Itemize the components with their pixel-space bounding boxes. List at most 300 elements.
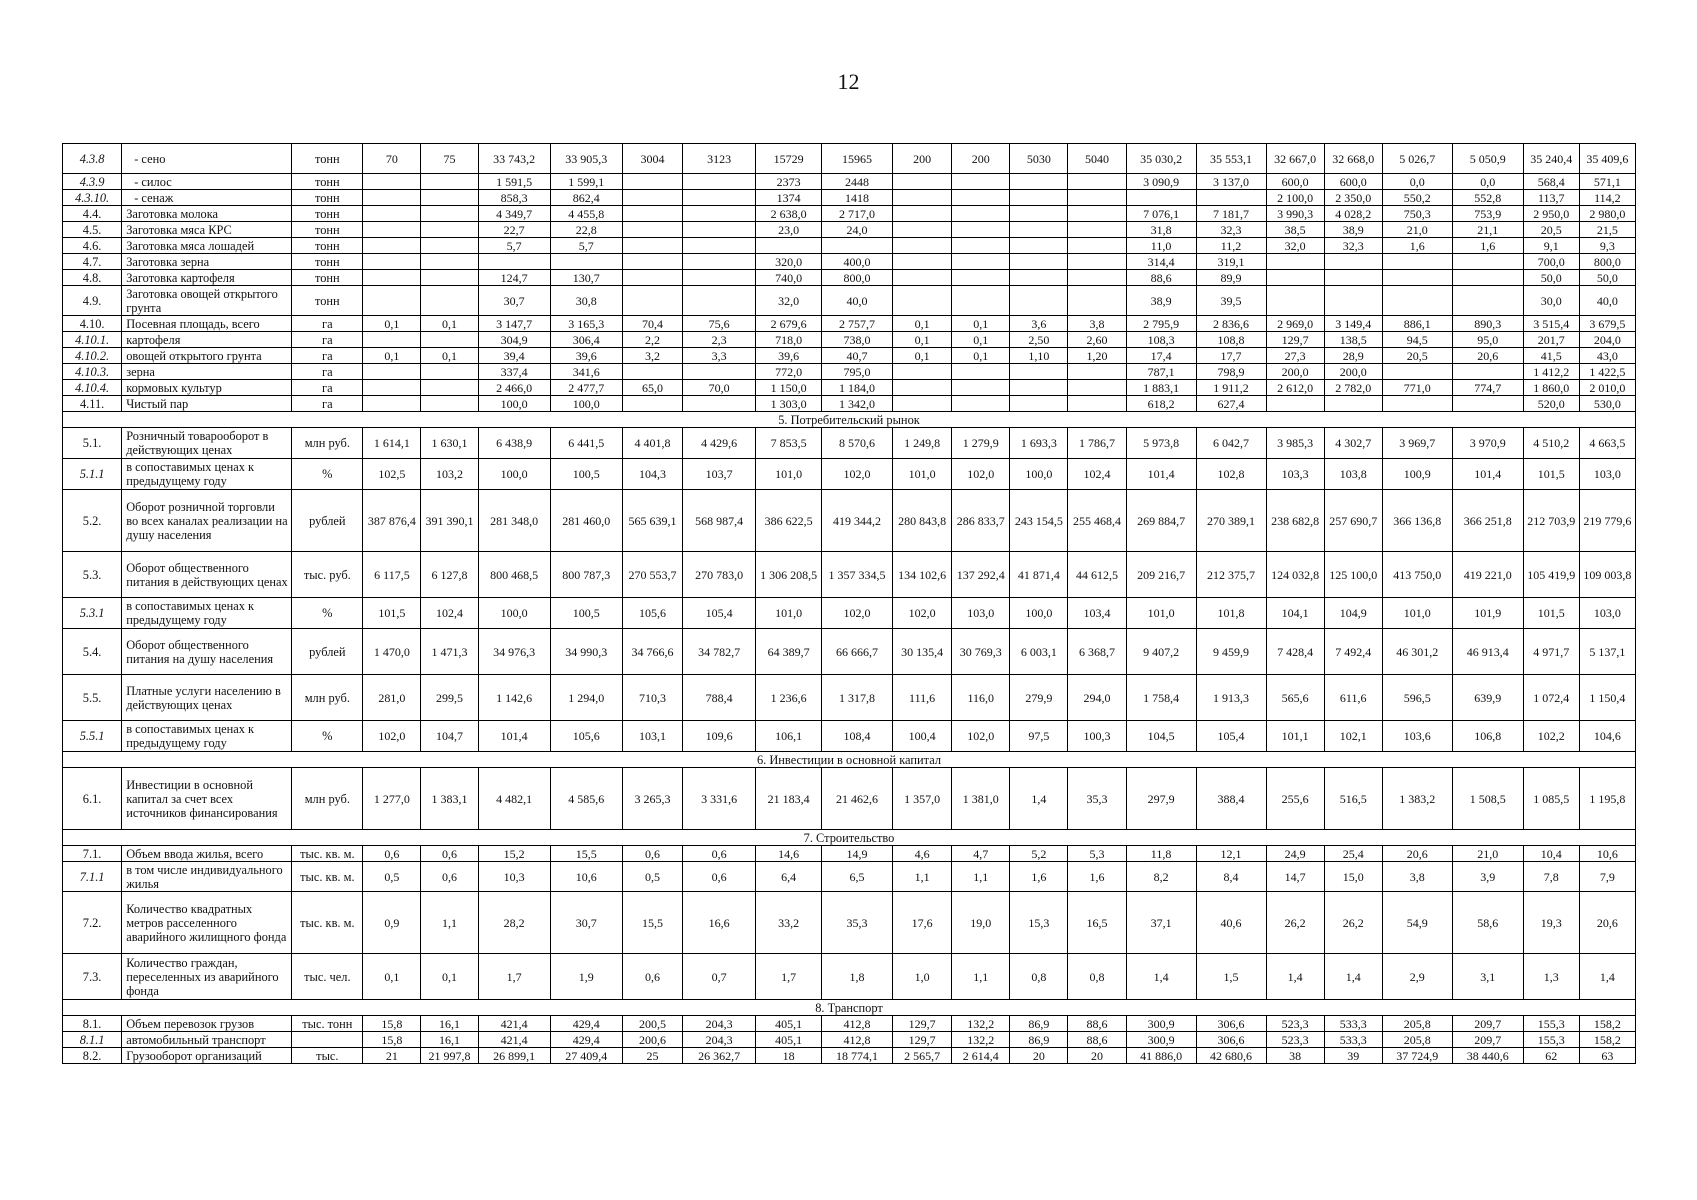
value-cell: 30,0 xyxy=(1523,286,1579,316)
value-cell: 50,0 xyxy=(1523,270,1579,286)
value-cell: 17,7 xyxy=(1196,348,1266,364)
table-row xyxy=(63,490,1636,552)
value-cell: 858,3 xyxy=(478,190,550,206)
unit-cell xyxy=(292,1032,363,1048)
value-cell: 105 419,9 xyxy=(1523,552,1579,598)
value-cell xyxy=(1010,238,1068,254)
value-cell: 101,0 xyxy=(1382,598,1452,629)
value-cell: 10,6 xyxy=(1579,846,1635,862)
table-row xyxy=(63,428,1636,459)
value-cell: 552,8 xyxy=(1452,190,1523,206)
value-cell: 1 508,5 xyxy=(1452,768,1523,830)
unit-cell: га xyxy=(292,396,363,412)
value-cell: 2 969,0 xyxy=(1266,316,1324,332)
table-row xyxy=(63,206,1636,222)
value-cell: 800 787,3 xyxy=(550,552,622,598)
value-cell: 1,10 xyxy=(1010,348,1068,364)
indicator-name: в сопоставимых ценах к предыдущему году xyxy=(122,721,292,752)
unit-cell: % xyxy=(292,459,363,490)
value-cell xyxy=(421,270,478,286)
value-cell: 4 482,1 xyxy=(478,768,550,830)
value-cell: 2 950,0 xyxy=(1523,206,1579,222)
unit-cell: тонн xyxy=(292,270,363,286)
value-cell xyxy=(683,190,756,206)
row-code: 5.1. xyxy=(63,428,122,459)
section-header-row xyxy=(63,412,1636,428)
value-cell: 281 348,0 xyxy=(478,490,550,552)
value-cell: 33 743,2 xyxy=(478,144,550,174)
value-cell xyxy=(1324,286,1382,316)
value-cell: 19,3 xyxy=(1523,892,1579,954)
value-cell xyxy=(363,332,421,348)
value-cell: 34 990,3 xyxy=(550,629,622,675)
value-cell: 795,0 xyxy=(821,364,892,380)
value-cell: 0,1 xyxy=(952,332,1010,348)
value-cell xyxy=(1266,254,1324,270)
indicator-name: Оборот общественного питания на душу населения xyxy=(122,629,292,675)
value-cell xyxy=(893,206,952,222)
value-cell xyxy=(1010,254,1068,270)
value-cell: 212 703,9 xyxy=(1523,490,1579,552)
value-cell xyxy=(421,254,478,270)
value-cell: 2,50 xyxy=(1010,332,1068,348)
value-cell: 3,8 xyxy=(1382,862,1452,892)
value-cell: 100,9 xyxy=(1382,459,1452,490)
table-row xyxy=(63,332,1636,348)
value-cell: 16,1 xyxy=(421,1032,478,1048)
value-cell: 2448 xyxy=(821,174,892,190)
indicator-name: Заготовка картофеля xyxy=(122,270,292,286)
value-cell: 800,0 xyxy=(1579,254,1635,270)
value-cell: 3 990,3 xyxy=(1266,206,1324,222)
value-cell: 3004 xyxy=(622,144,682,174)
row-code: 4.10. xyxy=(63,316,122,332)
unit-cell: млн руб. xyxy=(292,675,363,721)
value-cell: 0,0 xyxy=(1452,174,1523,190)
value-cell: 70,4 xyxy=(622,316,682,332)
value-cell: 550,2 xyxy=(1382,190,1452,206)
value-cell xyxy=(1068,238,1126,254)
value-cell: 1 693,3 xyxy=(1010,428,1068,459)
value-cell xyxy=(363,238,421,254)
indicator-name: Заготовка овощей открытого грунта xyxy=(122,286,292,316)
value-cell: 366 136,8 xyxy=(1382,490,1452,552)
value-cell: 9 407,2 xyxy=(1126,629,1196,675)
value-cell: 1,4 xyxy=(1324,954,1382,1000)
value-cell: 101,8 xyxy=(1196,598,1266,629)
value-cell: 3 149,4 xyxy=(1324,316,1382,332)
value-cell: 6 003,1 xyxy=(1010,629,1068,675)
value-cell xyxy=(622,206,682,222)
value-cell: 611,6 xyxy=(1324,675,1382,721)
value-cell: 70,0 xyxy=(683,380,756,396)
value-cell: 1374 xyxy=(756,190,822,206)
value-cell: 27,3 xyxy=(1266,348,1324,364)
value-cell: 88,6 xyxy=(1126,270,1196,286)
value-cell: 5,7 xyxy=(478,238,550,254)
value-cell: 787,1 xyxy=(1126,364,1196,380)
row-code: 5.3. xyxy=(63,552,122,598)
value-cell: 2373 xyxy=(756,174,822,190)
value-cell xyxy=(683,254,756,270)
value-cell xyxy=(893,364,952,380)
value-cell: 138,5 xyxy=(1324,332,1382,348)
value-cell: 14,9 xyxy=(821,846,892,862)
table-row xyxy=(63,254,1636,270)
value-cell: 38 xyxy=(1266,1048,1324,1064)
value-cell: 41,5 xyxy=(1523,348,1579,364)
value-cell: 862,4 xyxy=(550,190,622,206)
value-cell: 3 165,3 xyxy=(550,316,622,332)
value-cell: 2 980,0 xyxy=(1579,206,1635,222)
value-cell: 270 389,1 xyxy=(1196,490,1266,552)
indicator-name: кормовых культур xyxy=(122,380,292,396)
value-cell xyxy=(952,222,1010,238)
table-row xyxy=(63,238,1636,254)
value-cell: 38,9 xyxy=(1126,286,1196,316)
value-cell xyxy=(1068,380,1126,396)
value-cell: 103,2 xyxy=(421,459,478,490)
value-cell: 300,9 xyxy=(1126,1016,1196,1032)
value-cell: 15,5 xyxy=(550,846,622,862)
value-cell: 413 750,0 xyxy=(1382,552,1452,598)
value-cell: 890,3 xyxy=(1452,316,1523,332)
value-cell: 2 350,0 xyxy=(1324,190,1382,206)
value-cell: 26 362,7 xyxy=(683,1048,756,1064)
value-cell: 70 xyxy=(363,144,421,174)
value-cell: 101,1 xyxy=(1266,721,1324,752)
value-cell: 596,5 xyxy=(1382,675,1452,721)
indicator-name: - сенаж xyxy=(122,190,292,206)
value-cell xyxy=(756,238,822,254)
value-cell xyxy=(893,396,952,412)
value-cell: 6 117,5 xyxy=(363,552,421,598)
value-cell: 516,5 xyxy=(1324,768,1382,830)
value-cell: 4,7 xyxy=(952,846,1010,862)
value-cell xyxy=(1068,190,1126,206)
value-cell: 1 357,0 xyxy=(893,768,952,830)
value-cell: 1,7 xyxy=(756,954,822,1000)
row-code: 4.3.10. xyxy=(63,190,122,206)
value-cell: 1,1 xyxy=(421,892,478,954)
indicator-name: зерна xyxy=(122,364,292,380)
value-cell: 286 833,7 xyxy=(952,490,1010,552)
value-cell xyxy=(893,286,952,316)
unit-cell: млн руб. xyxy=(292,768,363,830)
value-cell: 44 612,5 xyxy=(1068,552,1126,598)
value-cell: 520,0 xyxy=(1523,396,1579,412)
value-cell: 3 969,7 xyxy=(1382,428,1452,459)
value-cell: 600,0 xyxy=(1266,174,1324,190)
value-cell: 319,1 xyxy=(1196,254,1266,270)
value-cell: 201,7 xyxy=(1523,332,1579,348)
value-cell: 38 440,6 xyxy=(1452,1048,1523,1064)
value-cell: 0,6 xyxy=(421,846,478,862)
value-cell: 100,3 xyxy=(1068,721,1126,752)
value-cell xyxy=(1126,190,1196,206)
section-title: 6. Инвестиции в основной капитал xyxy=(63,752,1636,768)
value-cell: 568,4 xyxy=(1523,174,1579,190)
value-cell xyxy=(622,396,682,412)
value-cell: 35,3 xyxy=(821,892,892,954)
row-code: 4.5. xyxy=(63,222,122,238)
value-cell xyxy=(363,380,421,396)
value-cell: 5 026,7 xyxy=(1382,144,1452,174)
value-cell: 1,20 xyxy=(1068,348,1126,364)
table-row xyxy=(63,598,1636,629)
value-cell: 412,8 xyxy=(821,1016,892,1032)
table-row xyxy=(63,1048,1636,1064)
value-cell: 1 614,1 xyxy=(363,428,421,459)
row-code: 4.8. xyxy=(63,270,122,286)
value-cell: 8,2 xyxy=(1126,862,1196,892)
value-cell xyxy=(1266,396,1324,412)
value-cell: 8,4 xyxy=(1196,862,1266,892)
value-cell: 102,5 xyxy=(363,459,421,490)
value-cell: 16,5 xyxy=(1068,892,1126,954)
value-cell xyxy=(893,238,952,254)
value-cell: 103,1 xyxy=(622,721,682,752)
value-cell: 1 470,0 xyxy=(363,629,421,675)
value-cell: 255 468,4 xyxy=(1068,490,1126,552)
row-code: 6.1. xyxy=(63,768,122,830)
section-header-row xyxy=(63,1000,1636,1016)
value-cell: 39 xyxy=(1324,1048,1382,1064)
indicator-name: Количество квадратных метров расселенного аварийного жилищного фонда xyxy=(122,892,292,954)
unit-cell: тонн xyxy=(292,144,363,174)
value-cell: 297,9 xyxy=(1126,768,1196,830)
indicator-name: Заготовка мяса лошадей xyxy=(122,238,292,254)
value-cell: 14,6 xyxy=(756,846,822,862)
value-cell: 565 639,1 xyxy=(622,490,682,552)
value-cell: 35 240,4 xyxy=(1523,144,1579,174)
value-cell xyxy=(1452,364,1523,380)
value-cell xyxy=(1382,364,1452,380)
value-cell xyxy=(1452,270,1523,286)
value-cell: 1 591,5 xyxy=(478,174,550,190)
value-cell: 10,3 xyxy=(478,862,550,892)
value-cell: 37 724,9 xyxy=(1382,1048,1452,1064)
value-cell xyxy=(363,254,421,270)
value-cell: 104,1 xyxy=(1266,598,1324,629)
unit-cell: тыс. тонн xyxy=(292,1016,363,1032)
value-cell xyxy=(363,190,421,206)
table-row xyxy=(63,190,1636,206)
value-cell: 41 886,0 xyxy=(1126,1048,1196,1064)
value-cell: 412,8 xyxy=(821,1032,892,1048)
row-code: 5.4. xyxy=(63,629,122,675)
value-cell: 2 612,0 xyxy=(1266,380,1324,396)
value-cell: 419 221,0 xyxy=(1452,552,1523,598)
value-cell: 523,3 xyxy=(1266,1032,1324,1048)
value-cell xyxy=(421,286,478,316)
value-cell: 387 876,4 xyxy=(363,490,421,552)
value-cell: 30 135,4 xyxy=(893,629,952,675)
value-cell xyxy=(1068,364,1126,380)
row-code: 4.9. xyxy=(63,286,122,316)
value-cell: 43,0 xyxy=(1579,348,1635,364)
value-cell: 2 795,9 xyxy=(1126,316,1196,332)
value-cell: 4 971,7 xyxy=(1523,629,1579,675)
row-code: 8.1.1 xyxy=(63,1032,122,1048)
value-cell: 1 279,9 xyxy=(952,428,1010,459)
value-cell: 26,2 xyxy=(1266,892,1324,954)
value-cell: 523,3 xyxy=(1266,1016,1324,1032)
value-cell: 2 836,6 xyxy=(1196,316,1266,332)
value-cell: 1,1 xyxy=(893,862,952,892)
value-cell: 1 471,3 xyxy=(421,629,478,675)
value-cell: 1 142,6 xyxy=(478,675,550,721)
value-cell: 30,7 xyxy=(550,892,622,954)
value-cell: 2 100,0 xyxy=(1266,190,1324,206)
value-cell: 0,8 xyxy=(1068,954,1126,1000)
value-cell: 8 570,6 xyxy=(821,428,892,459)
table-row xyxy=(63,1016,1636,1032)
value-cell: 3,6 xyxy=(1010,316,1068,332)
value-cell: 2,3 xyxy=(683,332,756,348)
value-cell: 6 042,7 xyxy=(1196,428,1266,459)
value-cell: 270 553,7 xyxy=(622,552,682,598)
value-cell: 24,0 xyxy=(821,222,892,238)
table-row xyxy=(63,629,1636,675)
value-cell: 3 331,6 xyxy=(683,768,756,830)
unit-cell: тонн xyxy=(292,254,363,270)
value-cell: 33 905,3 xyxy=(550,144,622,174)
value-cell xyxy=(622,238,682,254)
value-cell: 639,9 xyxy=(1452,675,1523,721)
value-cell: 108,3 xyxy=(1126,332,1196,348)
value-cell: 9 459,9 xyxy=(1196,629,1266,675)
value-cell: 0,1 xyxy=(421,954,478,1000)
value-cell: 0,6 xyxy=(421,862,478,892)
value-cell: 205,8 xyxy=(1382,1016,1452,1032)
value-cell xyxy=(550,254,622,270)
value-cell: 1,4 xyxy=(1126,954,1196,1000)
value-cell: 102,0 xyxy=(821,459,892,490)
value-cell xyxy=(363,364,421,380)
value-cell: 15,2 xyxy=(478,846,550,862)
value-cell: 1,4 xyxy=(1266,954,1324,1000)
value-cell: 209 216,7 xyxy=(1126,552,1196,598)
unit-cell: тонн xyxy=(292,238,363,254)
value-cell: 26,2 xyxy=(1324,892,1382,954)
indicator-name: Посевная площадь, всего xyxy=(122,316,292,332)
value-cell: 2 757,7 xyxy=(821,316,892,332)
value-cell xyxy=(478,254,550,270)
value-cell: 15,3 xyxy=(1010,892,1068,954)
value-cell: 35 030,2 xyxy=(1126,144,1196,174)
value-cell: 105,4 xyxy=(1196,721,1266,752)
value-cell: 1,4 xyxy=(1010,768,1068,830)
value-cell: 94,5 xyxy=(1382,332,1452,348)
value-cell: 32 668,0 xyxy=(1324,144,1382,174)
value-cell: 6,4 xyxy=(756,862,822,892)
indicator-name: Количество граждан, переселенных из аварийного фонда xyxy=(122,954,292,1000)
table-row xyxy=(63,892,1636,954)
value-cell: 700,0 xyxy=(1523,254,1579,270)
value-cell: 405,1 xyxy=(756,1016,822,1032)
value-cell: 565,6 xyxy=(1266,675,1324,721)
value-cell: 1 383,2 xyxy=(1382,768,1452,830)
value-cell: 209,7 xyxy=(1452,1016,1523,1032)
value-cell: 3,3 xyxy=(683,348,756,364)
value-cell: 86,9 xyxy=(1010,1016,1068,1032)
value-cell: 58,6 xyxy=(1452,892,1523,954)
value-cell: 100,0 xyxy=(478,598,550,629)
value-cell: 3 265,3 xyxy=(622,768,682,830)
value-cell xyxy=(1324,254,1382,270)
value-cell: 568 987,4 xyxy=(683,490,756,552)
value-cell xyxy=(1266,286,1324,316)
value-cell: 104,6 xyxy=(1579,721,1635,752)
value-cell: 1418 xyxy=(821,190,892,206)
value-cell: 1,1 xyxy=(952,954,1010,1000)
value-cell: 294,0 xyxy=(1068,675,1126,721)
value-cell xyxy=(1452,254,1523,270)
value-cell: 100,0 xyxy=(1010,459,1068,490)
value-cell: 116,0 xyxy=(952,675,1010,721)
value-cell: 0,8 xyxy=(1010,954,1068,1000)
value-cell: 750,3 xyxy=(1382,206,1452,222)
indicator-name: Чистый пар xyxy=(122,396,292,412)
table-row xyxy=(63,396,1636,412)
row-code: 4.3.9 xyxy=(63,174,122,190)
value-cell: 421,4 xyxy=(478,1016,550,1032)
value-cell: 100,0 xyxy=(478,396,550,412)
value-cell: 400,0 xyxy=(821,254,892,270)
value-cell: 46 913,4 xyxy=(1452,629,1523,675)
value-cell xyxy=(363,396,421,412)
section-title: 5. Потребительский рынок xyxy=(63,412,1636,428)
value-cell: 103,0 xyxy=(1579,459,1635,490)
table-row xyxy=(63,222,1636,238)
value-cell: 1 630,1 xyxy=(421,428,478,459)
value-cell: 1 195,8 xyxy=(1579,768,1635,830)
value-cell: 772,0 xyxy=(756,364,822,380)
unit-cell: тыс. руб. xyxy=(292,552,363,598)
value-cell: 38,9 xyxy=(1324,222,1382,238)
value-cell: 3 679,5 xyxy=(1579,316,1635,332)
value-cell: 0,0 xyxy=(1382,174,1452,190)
value-cell: 124 032,8 xyxy=(1266,552,1324,598)
value-cell: 0,1 xyxy=(893,332,952,348)
value-cell: 7 181,7 xyxy=(1196,206,1266,222)
indicator-name: Оборот розничной торговли во всех каналах реализации на душу населения xyxy=(122,490,292,552)
value-cell: 88,6 xyxy=(1068,1032,1126,1048)
value-cell: 205,8 xyxy=(1382,1032,1452,1048)
value-cell: 0,6 xyxy=(622,846,682,862)
value-cell: 429,4 xyxy=(550,1032,622,1048)
value-cell xyxy=(1010,206,1068,222)
value-cell: 257 690,7 xyxy=(1324,490,1382,552)
value-cell: 886,1 xyxy=(1382,316,1452,332)
value-cell xyxy=(1010,190,1068,206)
value-cell: 75,6 xyxy=(683,316,756,332)
value-cell: 1,1 xyxy=(952,862,1010,892)
value-cell: 20 xyxy=(1010,1048,1068,1064)
value-cell: 25,4 xyxy=(1324,846,1382,862)
value-cell: 104,3 xyxy=(622,459,682,490)
value-cell: 21,0 xyxy=(1382,222,1452,238)
value-cell: 16,6 xyxy=(683,892,756,954)
value-cell: 15965 xyxy=(821,144,892,174)
value-cell: 113,7 xyxy=(1523,190,1579,206)
value-cell xyxy=(1010,222,1068,238)
table-row xyxy=(63,316,1636,332)
value-cell: 4 585,6 xyxy=(550,768,622,830)
value-cell: 103,0 xyxy=(952,598,1010,629)
value-cell: 200,0 xyxy=(1324,364,1382,380)
